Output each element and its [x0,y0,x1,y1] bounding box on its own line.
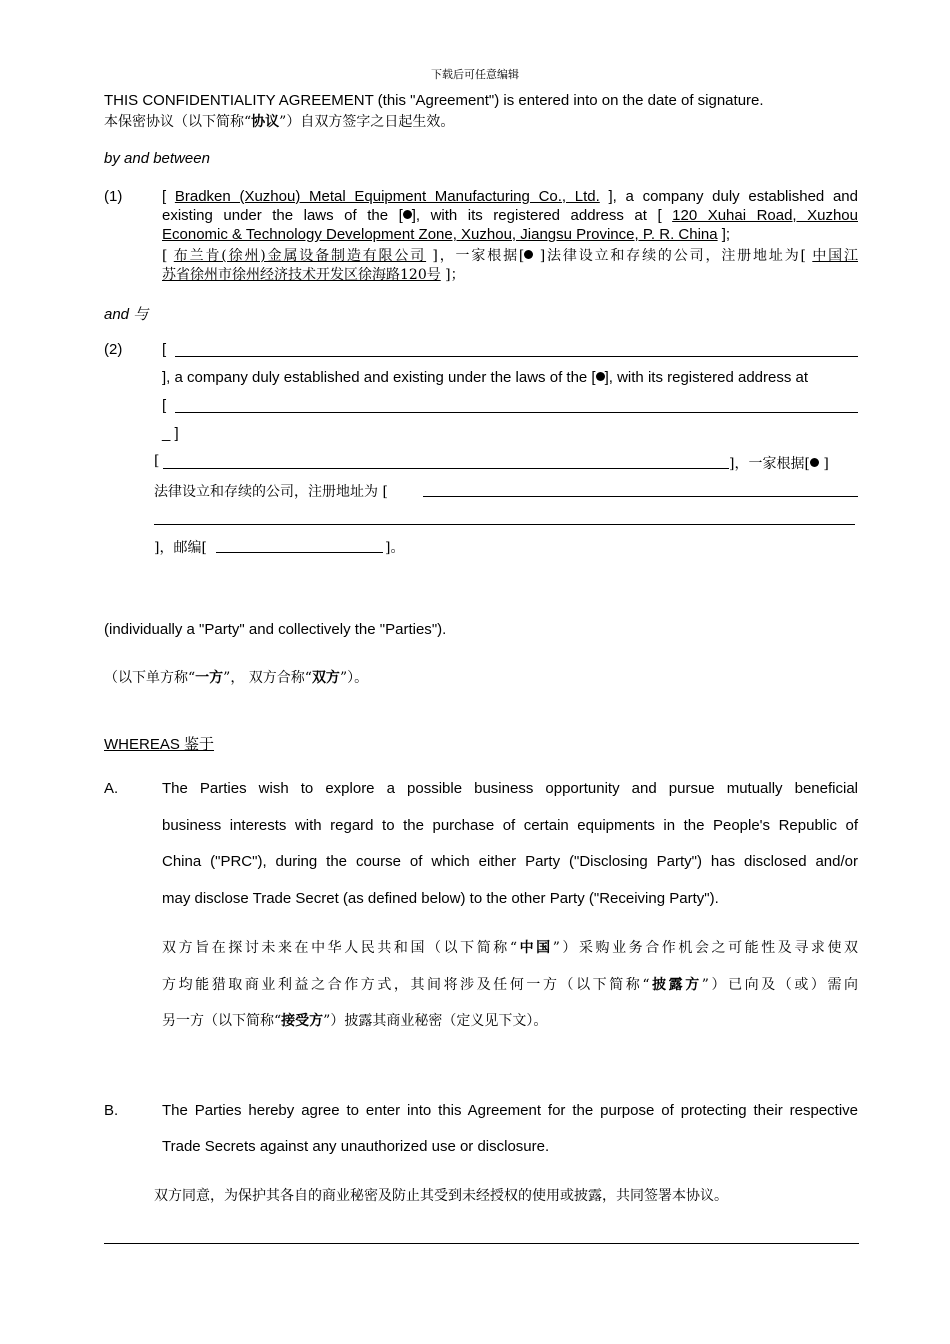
recital-b-line1: The Parties hereby agree to enter into this Agreement for the purpose of protecting their respective [162,1102,858,1119]
blank-line-address-cn-1 [423,496,858,497]
whereas-heading: WHEREAS 鉴于 [104,736,215,753]
party2-postal-pre: ]，邮编[ [154,540,207,556]
page-header: 下载后可任意编辑 [431,68,519,81]
party1-number: (1) [104,188,123,205]
blank-line-address-cn-2 [154,524,855,525]
recital-a-line2: business interests with regard to the purchase of certain equipments in the People's Republic of [162,817,858,834]
party1-address-en-1: 120 Xuhai Road, Xuzhou [672,207,858,224]
intro-cn-line: 本保密协议（以下简称“协议”）自双方签字之日起生效。 [104,114,455,130]
parties-definition-cn: （以下单方称“一方”， 双方合称“双方”）。 [104,670,369,686]
party1-line1: [ Bradken (Xuzhou) Metal Equipment Manufacturing Co., Ltd. ], a company duly established and [162,188,858,205]
recital-b-cn: 双方同意，为保护其各自的商业秘密及防止其受到未经授权的使用或披露，共同签署本协议。 [154,1188,728,1204]
recital-b-line2: Trade Secrets against any unauthorized use or disclosure. [162,1138,550,1155]
party2-bracket-open-2: [ [162,397,167,414]
intro-line: THIS CONFIDENTIALITY AGREEMENT (this "Agreement") is entered into on the date of signature. [104,92,764,109]
agreement-title: THIS CONFIDENTIALITY AGREEMENT [104,92,374,109]
party2-line4: _ ] [162,425,179,442]
blank-line-postal [216,552,383,553]
party2-cn-line1-tail: ]，一家根据[ ] [729,456,829,472]
party1-company-cn: 布兰肯(徐州)金属设备制造有限公司 [173,248,427,264]
parties-definition-en: (individually a "Party" and collectively the "Parties"). [104,621,447,638]
by-and-between: by and between [104,150,210,167]
party1-address-cn-1: 中国江 [812,248,859,264]
footer-divider [104,1243,859,1244]
party1-line3: Economic & Technology Development Zone, Xuzhou, Jiangsu Province, P. R. China ]; [162,226,731,243]
party1-line2: existing under the laws of the [ ], with its registered address at [ 120 Xuhai Road, Xuzhou [162,207,858,224]
party1-company-en: Bradken (Xuzhou) Metal Equipment Manufacturing Co., Ltd. [174,188,600,205]
blank-line-address-en [175,412,858,413]
receiving-party-term: Receiving Party [599,890,705,907]
and-label: and 与 [104,306,149,323]
blank-line-company-cn [163,468,729,469]
recital-a-letter: A. [104,780,119,797]
recital-a-line4: may disclose Trade Secret (as defined below) to the other Party ("Receiving Party"). [162,890,719,907]
party2-bracket-open: [ [162,341,167,358]
recital-a-cn-line1: 双方旨在探讨未来在中华人民共和国（以下简称“中国”）采购业务合作机会之可能性及寻求使双 [162,940,859,956]
disclosing-party-term: Disclosing Party [579,853,692,870]
bullet-dot-icon [810,458,819,467]
blank-line-company-en [175,356,858,357]
agreement-term: Agreement [415,92,489,109]
party2-cn-bracket: [ [154,453,160,469]
party1-cn-line2: 苏省徐州市徐州经济技术开发区徐海路120号 ]； [162,267,465,283]
party2-postal-post: ]。 [385,540,405,556]
party2-number: (2) [104,341,123,358]
party2-cn-line2: 法律设立和存续的公司，注册地址为 [ [154,484,388,500]
party-term: Party [204,621,240,638]
recital-a-cn-line3: 另一方（以下简称“接受方”）披露其商业秘密（定义见下文）。 [162,1013,548,1029]
parties-term: Parties [385,621,432,638]
recital-a-line3: China ("PRC"), during the course of which either Party ("Disclosing Party") has disclosed and/or [162,853,858,870]
party1-address-cn-2: 苏省徐州市徐州经济技术开发区徐海路120号 [162,267,441,283]
recital-b-letter: B. [104,1102,119,1119]
recital-a-line1: The Parties wish to explore a possible business opportunity and pursue mutually beneficial [162,780,858,797]
prc-term: PRC [220,853,253,870]
bullet-dot-icon [596,372,605,381]
party2-line2: ], a company duly established and existing under the laws of the [ ], with its registered address at [162,369,809,386]
party1-cn-line1: [ 布兰肯(徐州)金属设备制造有限公司 ]，一家根据[ ]法律设立和存续的公司，注册地址为[ 中国江 [162,248,859,264]
party1-address-en-2: Economic & Technology Development Zone, Xuzhou, Jiangsu Province, P. R. China [162,226,718,243]
recital-a-cn-line2: 方均能猎取商业利益之合作方式，其间将涉及任何一方（以下简称“披露方”）已向及（或）需向 [162,977,859,993]
bullet-dot-icon [403,210,412,219]
